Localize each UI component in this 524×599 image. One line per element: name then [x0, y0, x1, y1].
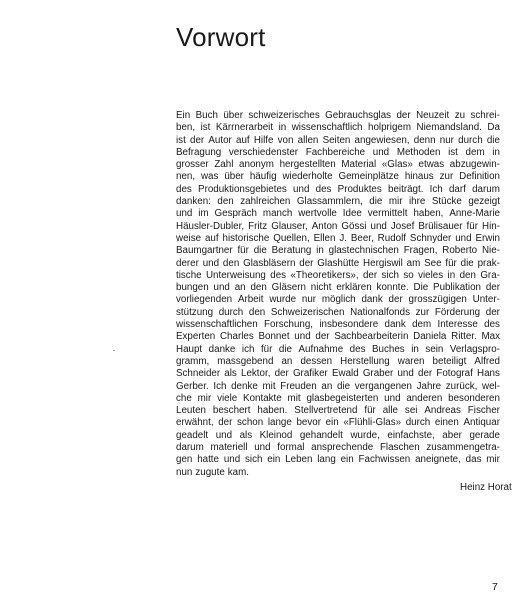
- text-line: che mir viele Kontakte mit glasbegeisterten und anderen besonderen: [176, 392, 500, 404]
- text-line: geadelt und als Kleinod gehandelt wurde, einfachste, aber gerade: [176, 429, 500, 441]
- text-line: ist der Autor auf Hilfe von allen Seiten angewiesen, denn nur durch die: [176, 134, 500, 146]
- text-line: Experten Charles Bonnet und der Sachbearbeiterin Daniela Ritter. Max: [176, 331, 500, 343]
- text-line: vorliegenden Arbeit wurde nur möglich dank der grosszügigen Unter-: [176, 294, 500, 306]
- text-line: nen, was über häufig wiederholte Gemeinplätze hinaus zur Definition: [176, 171, 500, 183]
- text-line: Haupt danke ich für die Aufnahme des Buches in sein Verlagspro-: [176, 343, 500, 355]
- text-line: Gerber. Ich denke mit Freuden an die vergangenen Jahre zurück, wel-: [176, 380, 500, 392]
- scan-speck: [113, 350, 115, 351]
- text-line: danken: den zahlreichen Glassammlern, die mir ihre Stücke gezeigt: [176, 196, 500, 208]
- text-line: Befragung verschiedenster Fachbereiche und Methoden ist dem in: [176, 146, 500, 158]
- text-line: nun zugute kam.: [176, 466, 250, 478]
- text-line: Häusler-Dubler, Fritz Glauser, Anton Gössi und Josef Brülisauer für Hin-: [176, 220, 500, 232]
- text-line: Baumgartner für die Beratung in glastechnischen Fragen, Roberto Nie-: [176, 245, 500, 257]
- text-line: tische Unterweisung des «Theoretikers», der sich so vieles in den Gra-: [176, 269, 500, 281]
- foreword-text: [176, 110, 500, 479]
- text-line: Leuten beschert haben. Stellvertretend für alle sei Andreas Fischer: [176, 405, 500, 417]
- text-line: Schneider als Lektor, der Grafiker Ewald Graber und der Fotograf Hans: [176, 368, 500, 380]
- text-line: wissenschaftlichen Forschung, insbesondere dank dem Interesse des: [176, 319, 500, 331]
- author-signature: Heinz Horat: [460, 482, 512, 493]
- page-title: Vorwort: [176, 22, 266, 52]
- text-line: gen hatte und sich ein Leben lang ein Fachwissen aneignete, das mir: [176, 454, 500, 466]
- text-line: des Produktionsgebietes und des Produktes beiträgt. Ich darf darum: [176, 183, 500, 195]
- page-number: 7: [492, 581, 498, 593]
- text-line: bungen und an den Gläsern nicht erklären konnte. Die Publikation der: [176, 282, 500, 294]
- text-line: gramm, massgebend an dessen Herstellung waren beteiligt Alfred: [176, 355, 500, 367]
- text-line: Ein Buch über schweizerisches Gebrauchsglas der Neuzeit zu schrei-: [176, 110, 500, 121]
- text-line: derer und den Glasbläsern der Glashütte Hergiswil am See für die prak-: [176, 257, 500, 269]
- text-line: stützung durch den Schweizerischen Nationalfonds zur Förderung der: [176, 306, 500, 318]
- text-line: grosser Zahl anonym hergestellten Material «Glas» etwas abzugewin-: [176, 159, 500, 171]
- text-line: darum materiell und formal ansprechende Flaschen zusammengetra-: [176, 442, 500, 454]
- text-line: ben, ist Kärrnerarbeit in wissenschaftlich holprigem Niemandsland. Da: [176, 122, 500, 134]
- text-line: erwähnt, der schon lange bevor ein «Flühli-Glas» durch einen Antiquar: [176, 417, 500, 429]
- text-line: weise auf historische Quellen, Ellen J. Beer, Rudolf Schnyder und Erwin: [176, 232, 500, 244]
- text-line: und im Gespräch manch wertvolle Idee vermittelt haben, Anne-Marie: [176, 208, 500, 220]
